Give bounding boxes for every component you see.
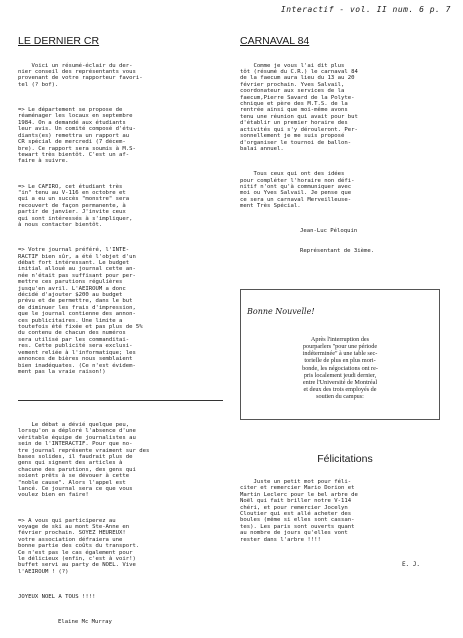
felicitations-title: Félicitations <box>317 452 373 465</box>
carnaval-p1: Comme je vous l'ai dit plus tôt (résumé du C.R.) le carnaval 84 de la faecum aura lieu du 13 au 20 février prochain. Yves Salvail, coordonateur aux services de la faecum,Pierre Savard de la Polyte- chnique et père des M.T.S. de la rentrée ainsi que moi-même avons tenu une réunion qui avait pour but d'établir un premier horaire des activités qui s'y dérouleront. Per- sonnellement je me suis proposé d'organiser le tournoi de ballon- balai annuel. <box>240 62 358 152</box>
section-title-dernier-cr: LE DERNIER CR <box>18 34 100 47</box>
dernier-cr-debat: Le débat a dévié quelque peu, lorsqu'on a déploré l'absence d'une véritable équipe de journalistes au sein de l'INTERACTIF. Pour que no- tre journal représente vraiment sur des bases solides, il faudrait plus de gens qui signent des articles à chacune des parutions, des gens qui soient prêts à se dévouer à cette "noble cause". Alors l'appel est lancé. Ce journal sera ce que vous voulez bien en faire! <box>18 421 150 499</box>
page-header: Interactif - vol. II num. 6 p. 7 <box>280 5 451 14</box>
joyeux-noel: JOYEUX NOEL A TOUS !!!! <box>18 594 96 601</box>
initials-ej: E. J. <box>401 560 420 568</box>
left-column <box>18 22 228 638</box>
dernier-cr-ski: => A vous qui participerez au voyage de ski au mont Ste-Anne en février prochain. SOYEZ HEUREUX! votre association défraiera une bonne partie des coûts du transport. Ce n'est pas le cas également pour le délicieux (enfin, c'est à voir!) buffet servi au party de NOEL. Vive l'AEIROUM ! (?) <box>18 517 140 575</box>
bonne-nouvelle-title: Bonne Nouvelle! <box>247 307 315 317</box>
carnaval-p2: Tous ceux qui ont des idées pour compléter l'horaire non défi- nitif n'ont qu'à communiquer avec moi ou Yves Salvail. Je pense que ce sera un carnaval Merveilleuse- ment Très Spécial. <box>240 171 355 210</box>
bonne-nouvelle-text: Après l'interruption des pourparlers "pour une période indéterminée" à une table sec- torielle de plus en plus mori- bonde, les négociations ont re- pris localement jeudi dernier, entre l'Université de Montréal et deux des trois employés de soutien du campus: <box>302 335 378 401</box>
dernier-cr-cafiro: => Le CAFIRO, cet étudiant très "in" tenu au V-116 en octobre et qui a eu un succès "monstre" sera recouvert de façon permanente, à partir de janvier. J'invite ceux qui sont intéressés à s'impliquer, à nous contacter bientôt. <box>18 183 133 228</box>
right-column <box>240 22 450 575</box>
signature-elaine: Elaine Mc Murray <box>58 619 112 626</box>
dernier-cr-departement: => Le département se propose de réaménager les locaux en septembre 1984. On a demandé aux étudiants leur avis. Un comité composé d'étu- diants(es) remettra un rapport au CR spécial de mercredi (7 décem- bre). Ce rapport sera soumis à M.S- tewart très bientôt. C'est un af- faire à suivre. <box>18 107 136 165</box>
section-title-carnaval: CARNAVAL 84 <box>240 34 310 47</box>
felicitations-text: Juste un petit mot pour féli- citer et remercier Mario Dorion et Martin Leclerc pour le bel arbre de Noël qui fait briller notre V-114 chéri, et pour remercier Jocelyn Cloutier qui est allé acheter des boules (même si elles sont cassan- tes). Les paris sont ouverts quant au nombre de jours qu'elles vont rester dans l'arbre !!!! <box>240 478 358 543</box>
signature-jean-luc: Jean-Luc Péloquin <box>300 228 358 235</box>
dernier-cr-journal: => Votre journal préféré, l'INTE- RACTIF bien sûr, a été l'objet d'un débat fort intéressant. Le budget initial alloué au journal cette an- née n'était pas suffisant pour per- mettre ces parutions régulières jusqu'en avril. L'AEIROUM a donc décidé d'ajouter $200 au budget prévu et de permettre, dans le but de diminuer les frais d'impression, que le journal contienne des annon- ces publicitaires. Une limite a toutefois été fixée et pas plus de 5% du contenu de chacun des numéros sera utilisé par les commanditai- res. Cette publicité sera exclusi- vement reliée à l'informatique; les annonces de bières nous semblaient bien inadéquates. (Ce n'est évidem- ment pas la vraie raison!) <box>18 247 143 375</box>
dernier-cr-intro: Voici un résumé-éclair du der- nier conseil des représentants vous provenant de votre rapporteur favori- tel (? bof). <box>18 62 143 88</box>
section-divider <box>18 400 223 401</box>
bonne-nouvelle-box <box>240 289 440 420</box>
signature-role: Représentant de 3ième. <box>300 247 375 254</box>
